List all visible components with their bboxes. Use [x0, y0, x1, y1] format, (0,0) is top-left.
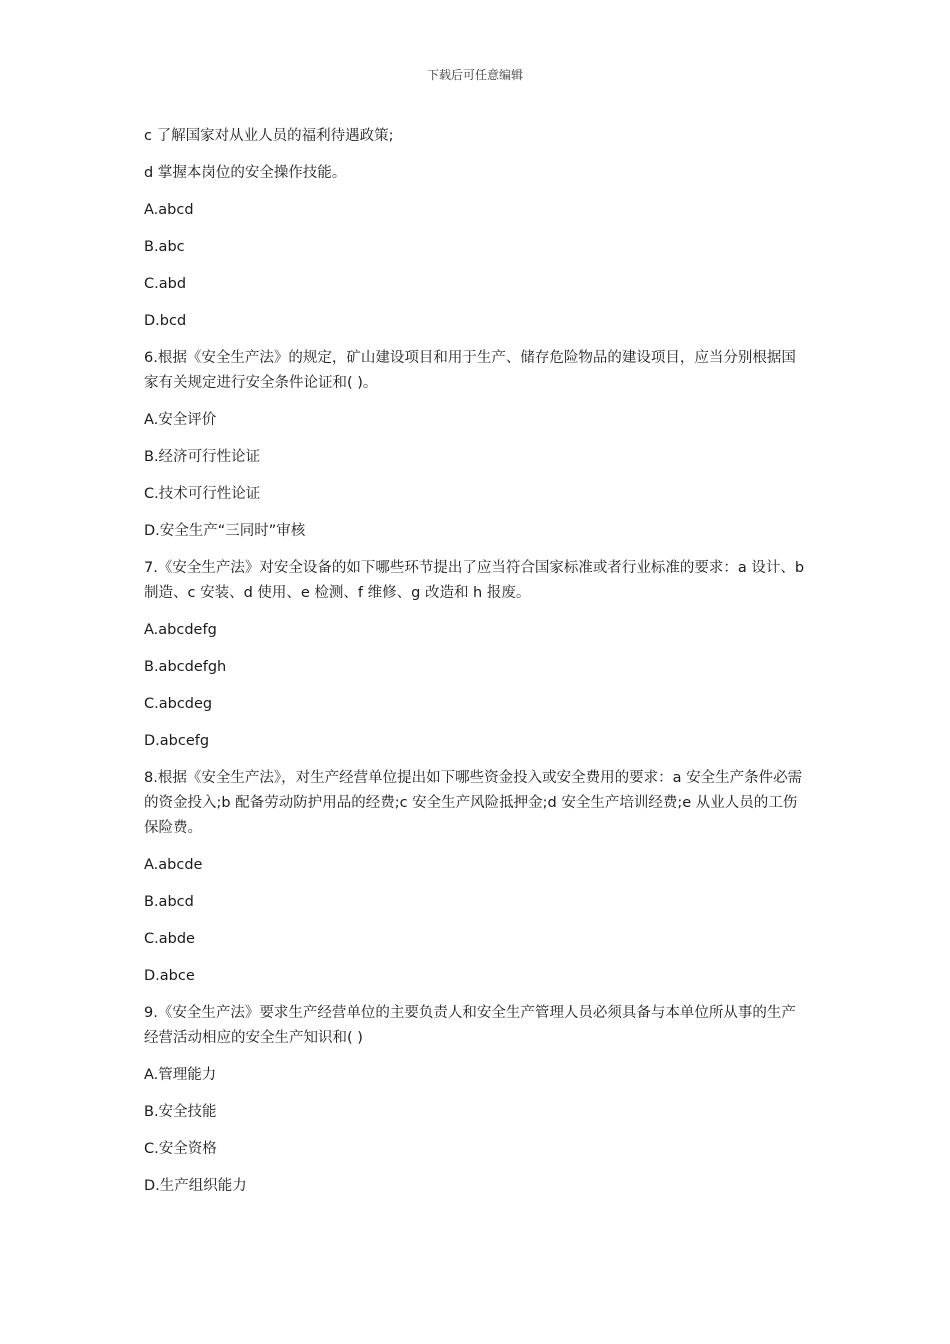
paragraph: c 了解国家对从业人员的福利待遇政策;	[144, 128, 394, 144]
option-line: B.abcdefgh	[144, 659, 227, 675]
option-line: D.abcefg	[144, 733, 210, 749]
option-line: D.生产组织能力	[144, 1178, 247, 1194]
option-line: B.abc	[144, 239, 185, 255]
option-line: C.abcdeg	[144, 696, 213, 712]
option-line: D.abce	[144, 968, 195, 984]
option-line: A.abcdefg	[144, 622, 217, 638]
option-line: C.安全资格	[144, 1141, 217, 1157]
question-7: 7.《安全生产法》对安全设备的如下哪些环节提出了应当符合国家标准或者行业标准的要求：a 设计、b 制造、c 安装、d 使用、e 检测、f 维修、g 改造和 h 报废。	[144, 560, 805, 601]
option-line: C.技术可行性论证	[144, 486, 261, 502]
option-line: A.安全评价	[144, 412, 217, 428]
option-line: C.abde	[144, 931, 195, 947]
option-line: D.bcd	[144, 313, 187, 329]
option-line: B.经济可行性论证	[144, 449, 261, 465]
option-line: B.安全技能	[144, 1104, 217, 1120]
document-body	[144, 124, 806, 1211]
option-line: B.abcd	[144, 894, 194, 910]
option-line: C.abd	[144, 276, 187, 292]
paragraph: d 掌握本岗位的安全操作技能。	[144, 165, 347, 181]
option-line: A.abcd	[144, 202, 194, 218]
page-header: 下载后可任意编辑	[426, 68, 523, 82]
option-line: A.管理能力	[144, 1067, 217, 1083]
question-8: 8.根据《安全生产法》，对生产经营单位提出如下哪些资金投入或安全费用的要求：a 安全生产条件必需的资金投入;b 配备劳动防护用品的经费;c 安全生产风险抵押金;d 安全生产培训经费;e 从业人员的工伤保险费。	[144, 770, 803, 836]
question-9: 9.《安全生产法》要求生产经营单位的主要负责人和安全生产管理人员必须具备与本单位所从事的生产经营活动相应的安全生产知识和( )	[144, 1005, 796, 1046]
option-line: D.安全生产“三同时”审核	[144, 523, 306, 539]
question-6: 6.根据《安全生产法》的规定，矿山建设项目和用于生产、储存危险物品的建设项目，应当分别根据国家有关规定进行安全条件论证和( )。	[144, 350, 796, 391]
option-line: A.abcde	[144, 857, 203, 873]
